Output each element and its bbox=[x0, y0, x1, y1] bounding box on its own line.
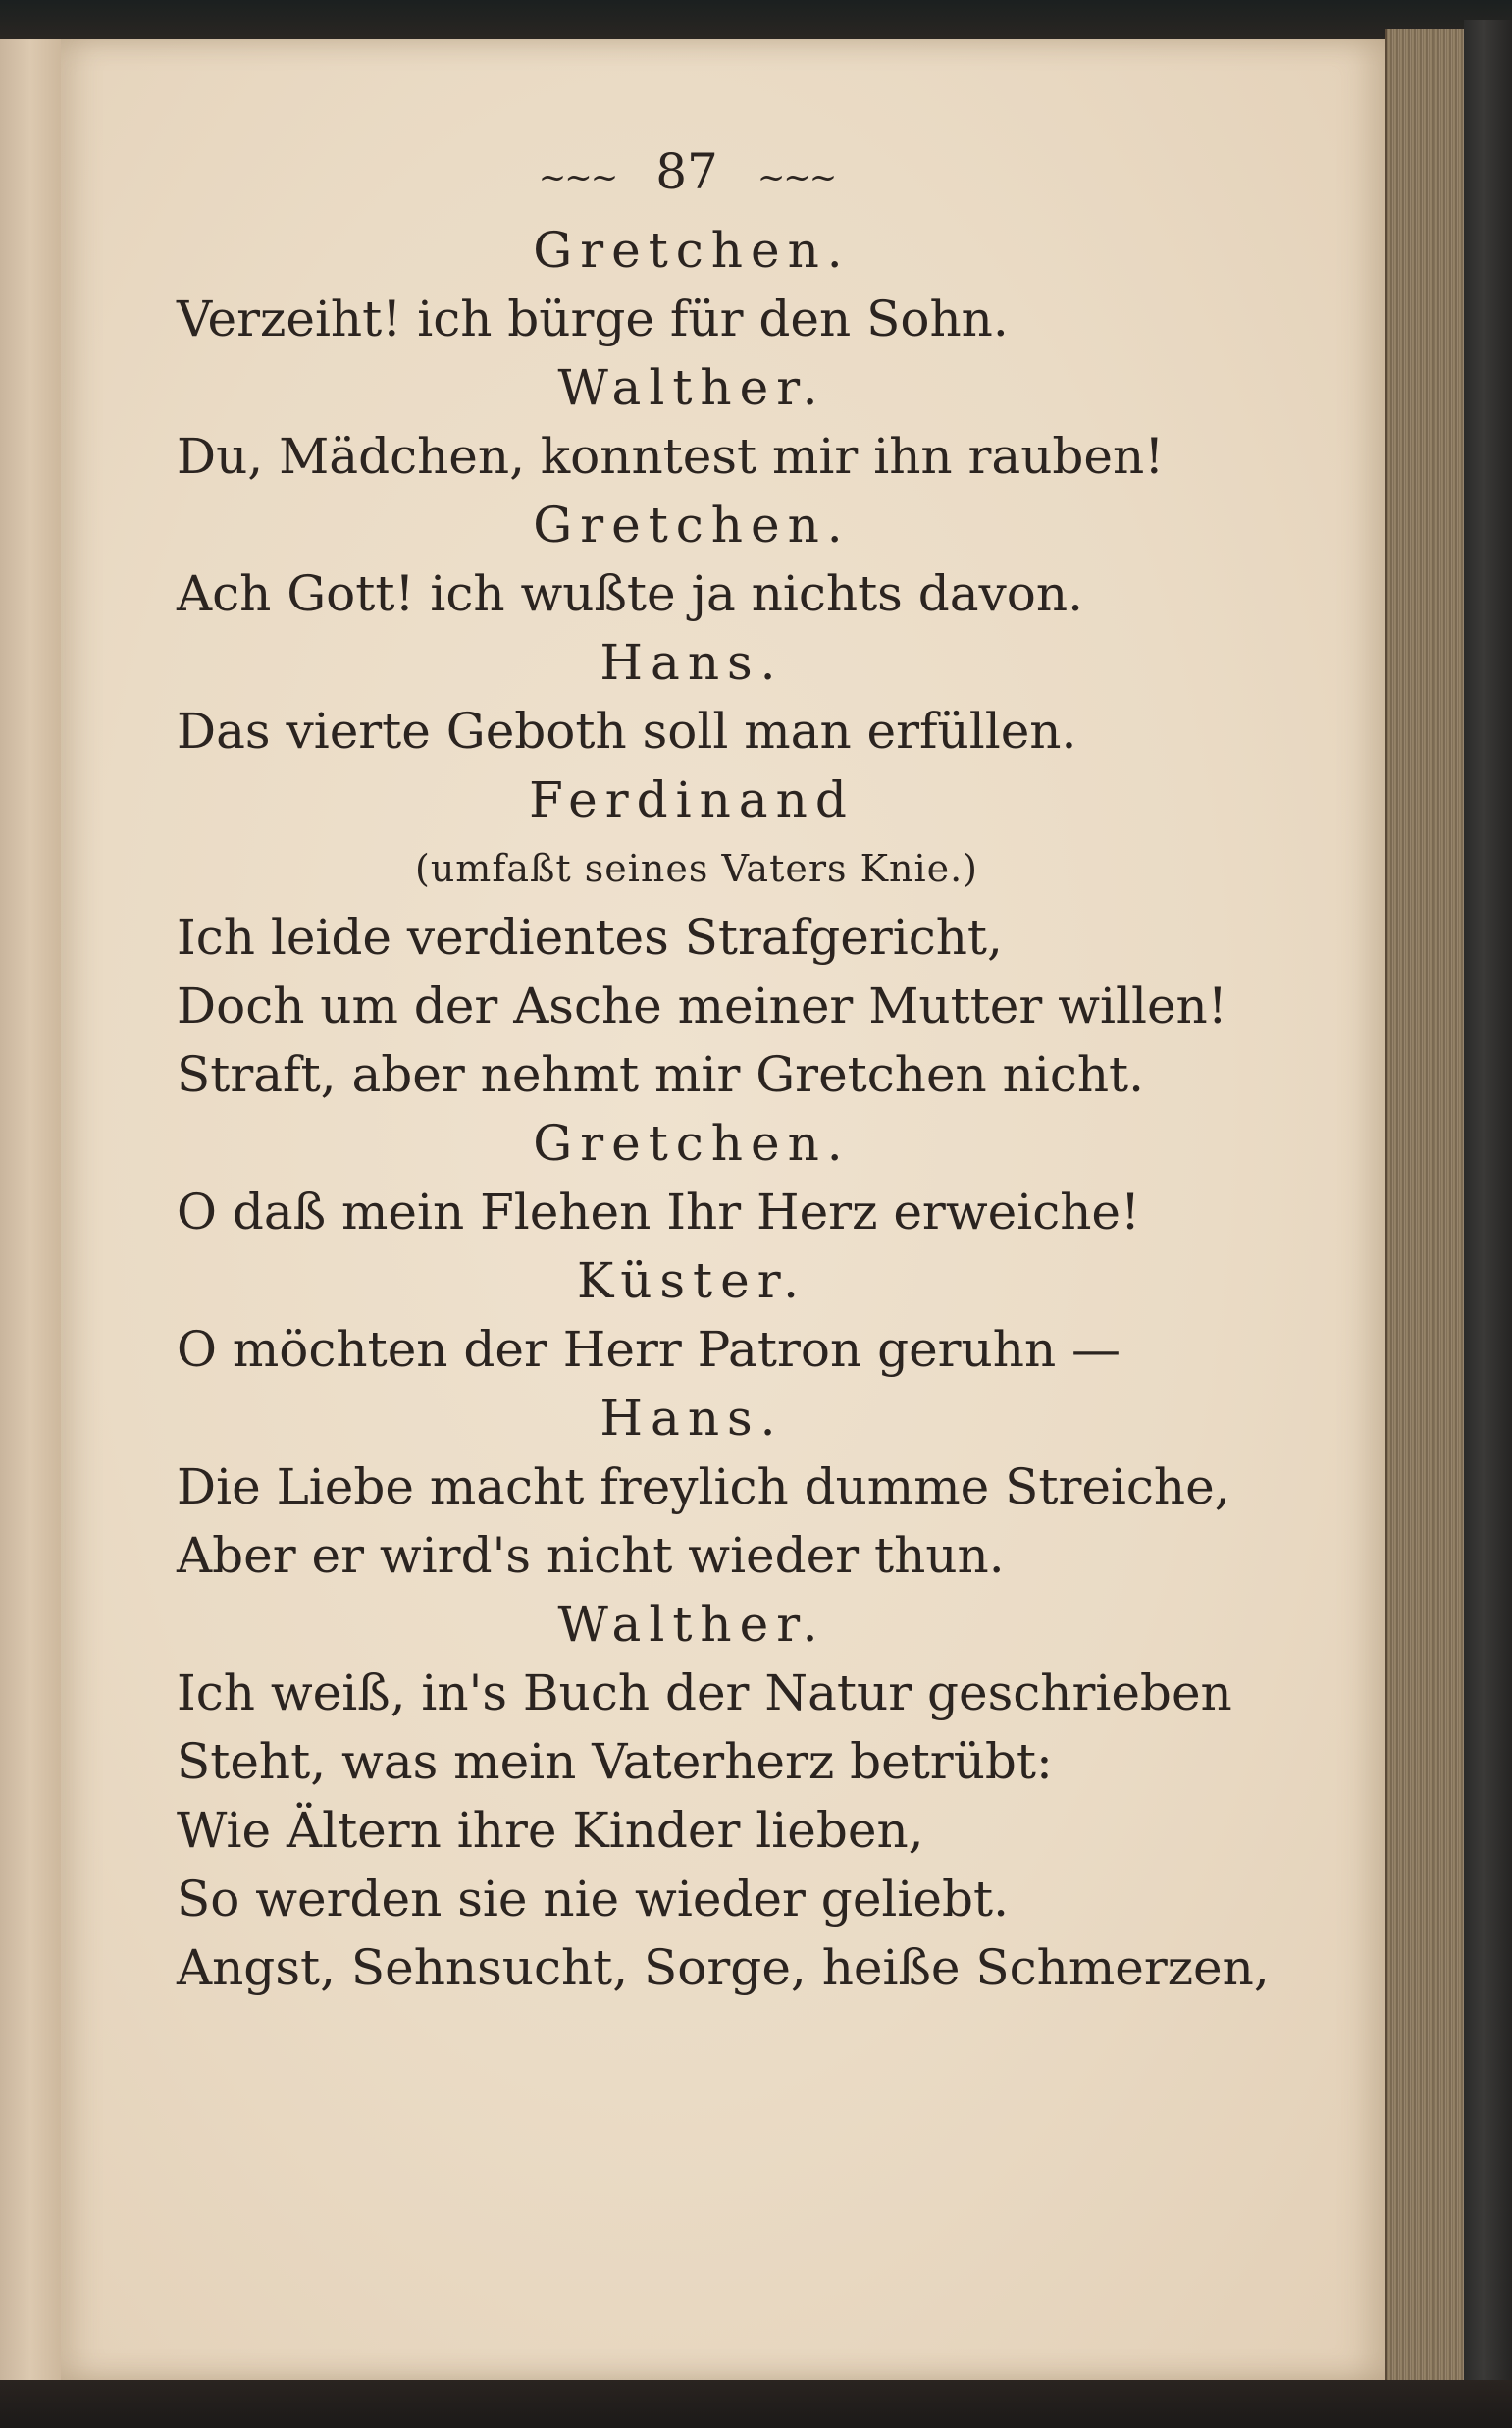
verse-line: Straft, aber nehmt mir Gretchen nicht. bbox=[177, 1046, 1145, 1103]
scan-bottom-edge bbox=[0, 2380, 1512, 2428]
verse-line: Ach Gott! ich wußte ja nichts davon. bbox=[177, 565, 1083, 622]
page-header bbox=[137, 128, 1236, 216]
verse-line: O möchten der Herr Patron geruhn — bbox=[177, 1321, 1121, 1378]
verse-line: O daß mein Flehen Ihr Herz erweiche! bbox=[177, 1184, 1141, 1240]
page-number: 87 bbox=[655, 143, 718, 200]
speaker-name: Gretchen. bbox=[533, 222, 851, 279]
previous-page-edge bbox=[0, 39, 64, 2385]
speaker-name: Ferdinand bbox=[529, 771, 855, 828]
ornament-right: ~~~ bbox=[756, 158, 836, 197]
speaker-name: Küster. bbox=[576, 1252, 808, 1309]
verse-line: Wie Ältern ihre Kinder lieben, bbox=[177, 1802, 924, 1859]
stage-direction: (umfaßt seines Vaters Knie.) bbox=[415, 847, 978, 890]
book-binding bbox=[1464, 20, 1512, 2404]
ornament-left: ~~~ bbox=[538, 158, 617, 197]
speaker-name: Gretchen. bbox=[533, 497, 851, 554]
scan-top-edge bbox=[0, 0, 1512, 39]
speaker-name: Hans. bbox=[600, 1390, 784, 1447]
verse-line: Ich leide verdientes Strafgericht, bbox=[177, 909, 1003, 966]
page-text bbox=[177, 128, 1270, 2002]
speaker-name: Walther. bbox=[557, 1596, 826, 1653]
verse-line: Ich weiß, in's Buch der Natur geschrieben bbox=[177, 1664, 1232, 1721]
verse-line: Aber er wird's nicht wieder thun. bbox=[177, 1527, 1005, 1584]
speaker-name: Hans. bbox=[600, 634, 784, 691]
page-stack-edge bbox=[1385, 29, 1466, 2390]
verse-line: Angst, Sehnsucht, Sorge, heiße Schmerzen, bbox=[177, 1939, 1270, 1996]
verse-line: So werden sie nie wieder geliebt. bbox=[177, 1871, 1009, 1927]
verse-line: Die Liebe macht freylich dumme Streiche, bbox=[177, 1458, 1230, 1515]
speaker-name: Walther. bbox=[557, 359, 826, 416]
verse-line: Das vierte Geboth soll man erfüllen. bbox=[177, 703, 1077, 760]
verse-line: Du, Mädchen, konntest mir ihn rauben! bbox=[177, 428, 1165, 485]
verse-line: Verzeiht! ich bürge für den Sohn. bbox=[177, 290, 1009, 347]
speaker-name: Gretchen. bbox=[533, 1115, 851, 1172]
verse-line: Steht, was mein Vaterherz betrübt: bbox=[177, 1733, 1053, 1790]
verse-line: Doch um der Asche meiner Mutter willen! bbox=[177, 977, 1227, 1034]
